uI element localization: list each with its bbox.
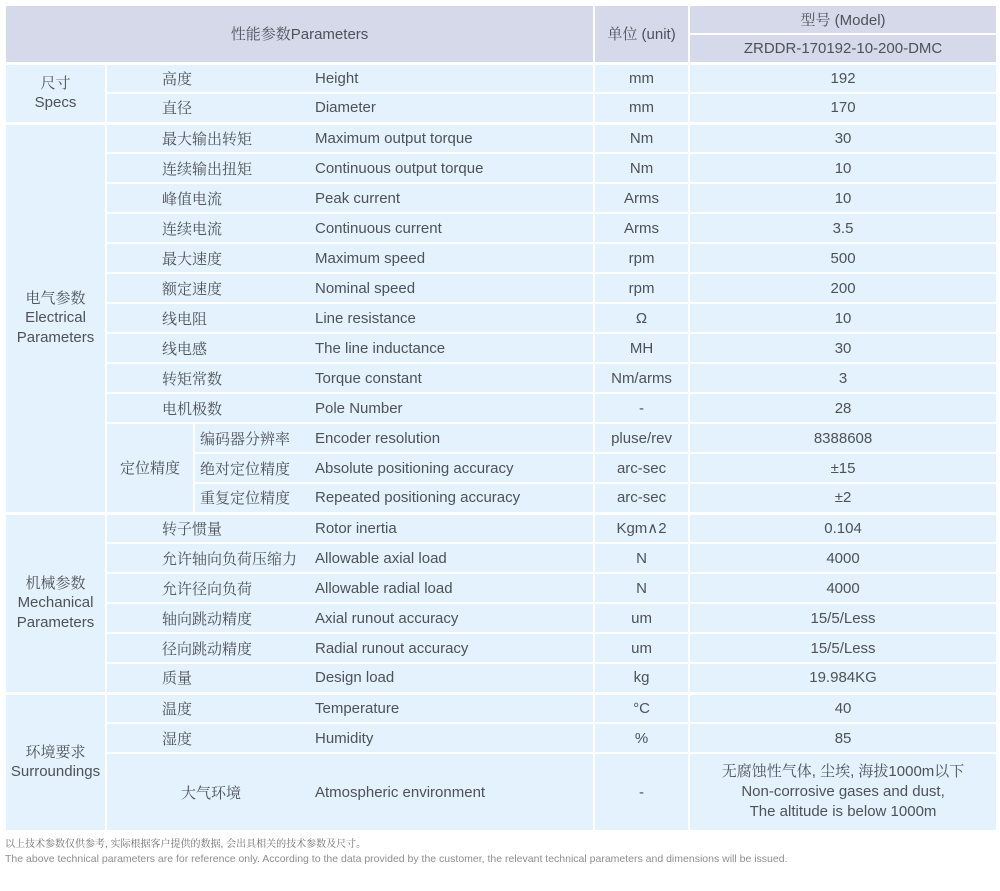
parameters-header: 性能参数Parameters — [5, 5, 594, 63]
unit-cell: % — [594, 723, 689, 753]
value-cell: 28 — [689, 393, 997, 423]
section-label-cn: 电气参数 — [25, 289, 86, 307]
parameter-cell — [106, 633, 594, 663]
parameter-cell — [106, 243, 594, 273]
unit-cell: um — [594, 633, 689, 663]
section-label-en: Surroundings — [10, 763, 101, 781]
parameter-name-en: Repeated positioning accuracy — [315, 489, 521, 507]
parameter-cell — [106, 363, 594, 393]
parameter-name-cn: 径向跳动精度 — [162, 640, 253, 658]
footnote-cn: 以上技术参数仅供参考, 实际根据客户提供的数据, 会出具相关的技术参数及尺寸。 — [5, 839, 367, 850]
spec-table — [4, 4, 998, 832]
parameter-cell — [106, 513, 594, 543]
parameter-name-cn: 高度 — [162, 70, 193, 88]
unit-cell: Nm — [594, 123, 689, 153]
value-cell: ±15 — [689, 453, 997, 483]
parameter-name-cn: 连续输出扭矩 — [162, 160, 253, 178]
value-cell: 30 — [689, 123, 997, 153]
parameter-name-cn: 湿度 — [162, 730, 193, 748]
parameter-name-cn: 直径 — [162, 100, 193, 118]
table-row — [5, 93, 997, 123]
parameter-name-cn: 线电阻 — [162, 310, 208, 328]
unit-cell: kg — [594, 663, 689, 693]
parameter-name-en: Maximum output torque — [315, 129, 473, 147]
table-row — [5, 363, 997, 393]
parameter-name-cn: 最大输出转矩 — [162, 130, 253, 148]
value-cell: 8388608 — [689, 423, 997, 453]
parameter-cell — [106, 693, 594, 723]
section-label-cn: 机械参数 — [25, 574, 86, 592]
value-cell: 10 — [689, 183, 997, 213]
unit-cell: um — [594, 603, 689, 633]
parameter-name-cn: 最大速度 — [162, 250, 223, 268]
table-row — [5, 603, 997, 633]
parameter-name-cn: 温度 — [162, 700, 193, 718]
section-label-en: Parameters — [16, 613, 95, 631]
value-cell: 4000 — [689, 573, 997, 603]
parameter-cell — [106, 333, 594, 363]
table-row — [5, 693, 997, 723]
unit-cell: mm — [594, 93, 689, 123]
unit-cell: rpm — [594, 273, 689, 303]
parameter-name-cn: 线电感 — [162, 340, 208, 358]
value-cell: 30 — [689, 333, 997, 363]
value-cell: 4000 — [689, 543, 997, 573]
unit-cell: rpm — [594, 243, 689, 273]
unit-cell: arc-sec — [594, 483, 689, 513]
parameter-name-en: Encoder resolution — [315, 429, 441, 447]
table-row — [5, 753, 997, 831]
unit-cell: Ω — [594, 303, 689, 333]
value-cell: ±2 — [689, 483, 997, 513]
parameter-cell — [106, 393, 594, 423]
parameter-name-en: The line inductance — [315, 339, 446, 357]
parameter-cell — [106, 183, 594, 213]
section-label — [5, 513, 106, 693]
table-row — [5, 573, 997, 603]
table-row — [5, 333, 997, 363]
table-row — [5, 243, 997, 273]
parameter-name-cn: 允许轴向负荷压缩力 — [162, 550, 298, 568]
parameter-name-en: Maximum speed — [315, 249, 426, 267]
unit-cell: Nm/arms — [594, 363, 689, 393]
parameter-cell — [106, 93, 594, 123]
unit-cell: - — [594, 753, 689, 831]
parameter-name-cn: 峰值电流 — [162, 190, 223, 208]
parameter-name-en: Allowable axial load — [315, 549, 447, 567]
table-body — [5, 63, 997, 831]
parameter-name-en: Design load — [315, 669, 395, 687]
footnotes — [5, 837, 1000, 868]
value-cell: 0.104 — [689, 513, 997, 543]
value-cell: 85 — [689, 723, 997, 753]
parameter-name-en: Line resistance — [315, 309, 416, 327]
table-row — [5, 723, 997, 753]
parameter-cell — [106, 663, 594, 693]
parameter-name-en: Torque constant — [315, 369, 422, 387]
table-row — [5, 153, 997, 183]
parameter-name-en: Allowable radial load — [315, 579, 453, 597]
parameter-name-cn: 编码器分辨率 — [200, 430, 291, 448]
value-cell: 200 — [689, 273, 997, 303]
parameter-cell — [106, 273, 594, 303]
value-line: The altitude is below 1000m — [749, 803, 937, 821]
parameter-name-en: Continuous current — [315, 219, 442, 237]
parameter-name-cn: 转子惯量 — [162, 520, 223, 538]
section-label-en: Mechanical — [17, 594, 94, 612]
parameter-name-en: Peak current — [315, 189, 401, 207]
parameter-cell — [106, 573, 594, 603]
unit-cell: pluse/rev — [594, 423, 689, 453]
parameter-cell — [106, 543, 594, 573]
value-cell — [689, 753, 997, 831]
parameter-cell — [106, 123, 594, 153]
parameter-name-en: Rotor inertia — [315, 519, 397, 537]
value-line: 无腐蚀性气体, 尘埃, 海拔1000m以下 — [721, 762, 965, 780]
table-row — [5, 123, 997, 153]
parameter-name-en: Radial runout accuracy — [315, 639, 469, 657]
parameter-name-cn: 轴向跳动精度 — [162, 610, 253, 628]
subgroup-label: 定位精度 — [106, 423, 194, 513]
table-row — [5, 273, 997, 303]
parameter-name-cn: 绝对定位精度 — [200, 460, 291, 478]
table-row — [5, 183, 997, 213]
parameter-name-en: Nominal speed — [315, 279, 416, 297]
unit-cell: MH — [594, 333, 689, 363]
unit-cell: arc-sec — [594, 453, 689, 483]
value-cell: 40 — [689, 693, 997, 723]
section-label-en: Electrical — [25, 309, 86, 327]
value-cell: 3 — [689, 363, 997, 393]
section-label — [5, 693, 106, 831]
parameter-name-en: Axial runout accuracy — [315, 609, 459, 627]
table-row — [5, 423, 997, 453]
unit-cell: °C — [594, 693, 689, 723]
value-line: Non-corrosive gases and dust, — [741, 782, 945, 800]
section-label — [5, 123, 106, 513]
value-cell: 15/5/Less — [689, 603, 997, 633]
unit-cell: mm — [594, 63, 689, 93]
section-label-en: Parameters — [16, 328, 95, 346]
parameter-name-en: Humidity — [315, 729, 374, 747]
parameter-name-en: Height — [315, 69, 359, 87]
value-cell: 3.5 — [689, 213, 997, 243]
section-label-en: Specs — [34, 94, 77, 111]
parameter-cell — [194, 423, 594, 453]
footnote-en: The above technical parameters are for reference only. According to the data provided by the customer, the relevant technical parameters and dimensions will be issued. — [5, 853, 788, 865]
section-label — [5, 63, 106, 123]
parameter-name-cn: 大气环境 — [180, 784, 241, 802]
parameter-name-cn: 转矩常数 — [162, 370, 223, 388]
section-label-cn: 尺寸 — [40, 74, 71, 92]
parameter-cell — [106, 153, 594, 183]
parameter-name-en: Absolute positioning accuracy — [315, 459, 514, 477]
parameter-name-en: Pole Number — [315, 399, 403, 417]
table-row — [5, 663, 997, 693]
parameter-name-cn: 允许径向负荷 — [162, 580, 253, 598]
table-row — [5, 303, 997, 333]
unit-header: 单位 (unit) — [594, 5, 689, 63]
parameter-name-en: Temperature — [315, 699, 400, 717]
unit-cell: Arms — [594, 183, 689, 213]
parameter-name-cn: 重复定位精度 — [200, 490, 291, 508]
unit-cell: Kgm∧2 — [594, 513, 689, 543]
value-cell: 19.984KG — [689, 663, 997, 693]
parameter-cell — [194, 483, 594, 513]
value-cell: 500 — [689, 243, 997, 273]
table-row — [5, 63, 997, 93]
unit-cell: Nm — [594, 153, 689, 183]
table-row — [5, 633, 997, 663]
parameter-name-cn: 电机极数 — [162, 400, 223, 418]
parameter-name-en: Diameter — [315, 99, 376, 117]
value-cell: 170 — [689, 93, 997, 123]
value-cell: 192 — [689, 63, 997, 93]
table-row — [5, 513, 997, 543]
model-number: ZRDDR-170192-10-200-DMC — [689, 34, 997, 63]
unit-cell: Arms — [594, 213, 689, 243]
value-cell: 10 — [689, 303, 997, 333]
value-cell: 15/5/Less — [689, 633, 997, 663]
parameter-name-en: Atmospheric environment — [315, 783, 486, 801]
parameter-name-cn: 质量 — [162, 670, 193, 688]
parameter-name-en: Continuous output torque — [315, 159, 484, 177]
parameter-name-cn: 额定速度 — [162, 280, 223, 298]
parameter-cell — [106, 753, 594, 831]
parameter-name-cn: 连续电流 — [162, 220, 223, 238]
table-row — [5, 213, 997, 243]
parameter-cell — [194, 453, 594, 483]
unit-cell: N — [594, 543, 689, 573]
parameter-cell — [106, 723, 594, 753]
parameter-cell — [106, 63, 594, 93]
table-row — [5, 393, 997, 423]
table-header — [5, 5, 997, 63]
unit-cell: - — [594, 393, 689, 423]
value-multiline — [690, 762, 996, 823]
table-row — [5, 543, 997, 573]
parameter-cell — [106, 603, 594, 633]
model-header: 型号 (Model) — [689, 5, 997, 34]
section-label-cn: 环境要求 — [25, 743, 86, 761]
parameter-cell — [106, 303, 594, 333]
unit-cell: N — [594, 573, 689, 603]
value-cell: 10 — [689, 153, 997, 183]
parameter-cell — [106, 213, 594, 243]
